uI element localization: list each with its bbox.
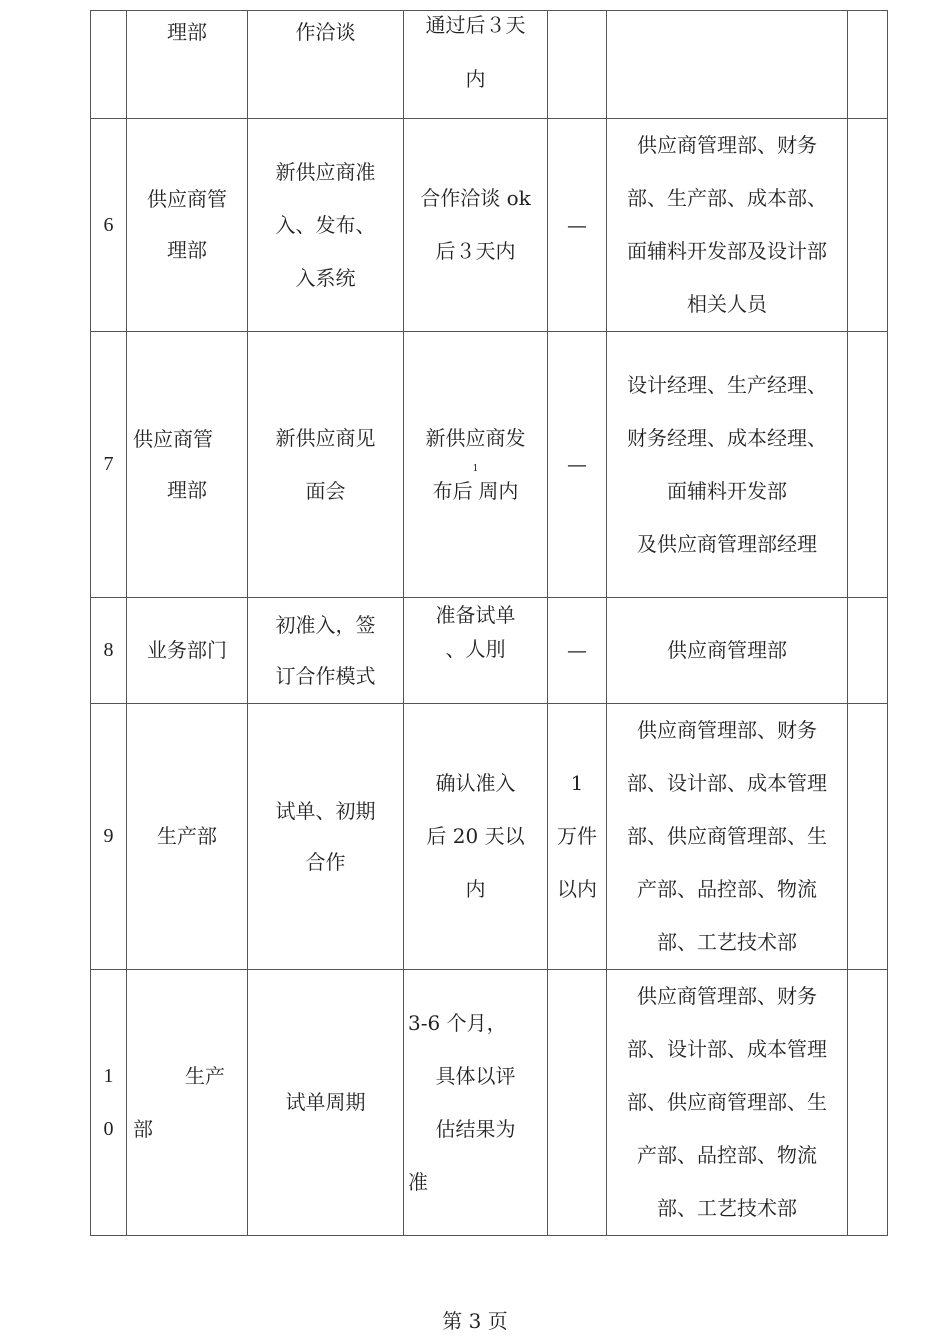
dept-cell (127, 11, 248, 119)
task-line: 初准入，签 (275, 612, 376, 637)
people-cell: 供应商管理部 (607, 598, 848, 704)
task-line: 试单、初期 (275, 798, 376, 823)
task-cell (248, 332, 404, 598)
task-line: 入、发布、 (275, 212, 376, 237)
table-row (91, 598, 888, 704)
people-line: 面辅料开发部 (667, 478, 787, 503)
people-cell (607, 704, 848, 970)
time-line: 新供应商发 (425, 425, 526, 450)
blank-cell (848, 598, 888, 704)
task-cell: 试单周期 (248, 970, 404, 1236)
row-number-digit: 1 (103, 1064, 114, 1087)
qty-cell (548, 11, 607, 119)
page-number: 第 3 页 (442, 1309, 508, 1333)
task-line: 订合作模式 (275, 663, 376, 688)
people-line: 产部、品控部、物流 (637, 1143, 817, 1167)
row-number: 7 (91, 332, 127, 598)
task-cell (248, 11, 404, 119)
blank-cell (848, 332, 888, 598)
blank-cell (848, 11, 888, 119)
task-line: 面会 (305, 478, 346, 503)
dept-line: 理部 (167, 477, 207, 502)
dept-line: 部 (133, 1116, 153, 1141)
people-line: 部、供应商管理部、生 (627, 1090, 827, 1114)
qty-cell (548, 704, 607, 970)
table-row (91, 332, 888, 598)
time-cell (404, 119, 548, 332)
dept-cell: 业务部门 (127, 598, 248, 704)
dept-line: 理部 (167, 20, 207, 44)
time-line: 内 (465, 877, 486, 901)
table-row (91, 704, 888, 970)
time-line: 确认准入 (435, 771, 516, 795)
time-line: 具体以评 (435, 1063, 516, 1088)
task-line: 作洽谈 (295, 20, 356, 44)
dept-cell (127, 119, 248, 332)
qty-line: 万件 (557, 824, 597, 848)
blank-cell (848, 704, 888, 970)
table-row (91, 119, 888, 332)
time-line: 后 20 天以 (426, 824, 525, 848)
task-cell (248, 598, 404, 704)
qty-cell: — (548, 332, 607, 598)
dept-line: 生产 (185, 1063, 225, 1088)
row-number: 8 (91, 598, 127, 704)
dept-cell: 生产部 (127, 704, 248, 970)
time-line: 、人刖 (445, 637, 506, 661)
time-cell (404, 704, 548, 970)
people-line: 部、工艺技术部 (657, 1196, 797, 1220)
time-line: 通过后３天 (425, 13, 526, 37)
time-line: 3-6 个月， (408, 1010, 507, 1035)
time-line (404, 465, 547, 518)
task-cell (248, 119, 404, 332)
time-cell (404, 332, 548, 598)
qty-line: 1 (570, 771, 584, 795)
qty-line: 以内 (557, 877, 597, 901)
table-row (91, 970, 888, 1236)
people-line: 设计经理、生产经理、 (627, 372, 827, 397)
time-superscript: 1 (472, 463, 479, 474)
task-cell (248, 704, 404, 970)
time-cell (404, 11, 548, 119)
time-text: 周内 (478, 478, 519, 503)
time-line: 准 (408, 1169, 428, 1194)
dept-line: 理部 (167, 238, 207, 262)
people-line: 部、工艺技术部 (657, 930, 797, 954)
people-cell (607, 119, 848, 332)
time-cell (404, 598, 548, 704)
qty-cell (548, 970, 607, 1236)
people-line: 供应商管理部、财务 (637, 718, 817, 742)
people-line: 部、设计部、成本管理 (627, 1037, 827, 1061)
blank-cell (848, 119, 888, 332)
dept-cell (127, 332, 248, 598)
people-line: 供应商管理部、财务 (637, 133, 817, 157)
row-number: 9 (91, 704, 127, 970)
people-line: 面辅料开发部及设计部 (627, 239, 827, 263)
blank-cell (848, 970, 888, 1236)
qty-cell: — (548, 119, 607, 332)
table-row (91, 11, 888, 119)
people-line: 部、生产部、成本部、 (627, 186, 827, 210)
people-line: 部、设计部、成本管理 (627, 771, 827, 795)
row-number-digit: 0 (103, 1117, 114, 1140)
task-line: 新供应商准 (275, 159, 376, 184)
time-line: 合作洽谈 ok (420, 186, 531, 210)
process-table (90, 10, 888, 1236)
people-line: 供应商管理部、财务 (637, 984, 817, 1008)
time-line: 准备试单 (435, 603, 516, 627)
task-line: 合作 (305, 849, 346, 874)
people-cell (607, 11, 848, 119)
time-line: 后３天内 (435, 239, 516, 263)
row-number (91, 11, 127, 119)
task-line: 入系统 (295, 265, 356, 290)
qty-cell: — (548, 598, 607, 704)
people-line: 产部、品控部、物流 (637, 877, 817, 901)
people-cell (607, 332, 848, 598)
time-text: 布后 (432, 478, 473, 503)
row-number: 6 (91, 119, 127, 332)
time-line: 内 (465, 67, 486, 91)
people-line: 相关人员 (687, 292, 767, 316)
people-cell (607, 970, 848, 1236)
time-cell (404, 970, 548, 1236)
people-line: 财务经理、成本经理、 (627, 425, 827, 450)
people-line: 及供应商管理部经理 (637, 531, 817, 556)
dept-line: 供应商管 (133, 426, 213, 451)
task-line: 新供应商见 (275, 425, 376, 450)
people-line: 部、供应商管理部、生 (627, 824, 827, 848)
dept-line: 供应商管 (147, 187, 227, 211)
row-number (91, 970, 127, 1236)
time-line: 估结果为 (435, 1116, 516, 1141)
dept-cell (127, 970, 248, 1236)
